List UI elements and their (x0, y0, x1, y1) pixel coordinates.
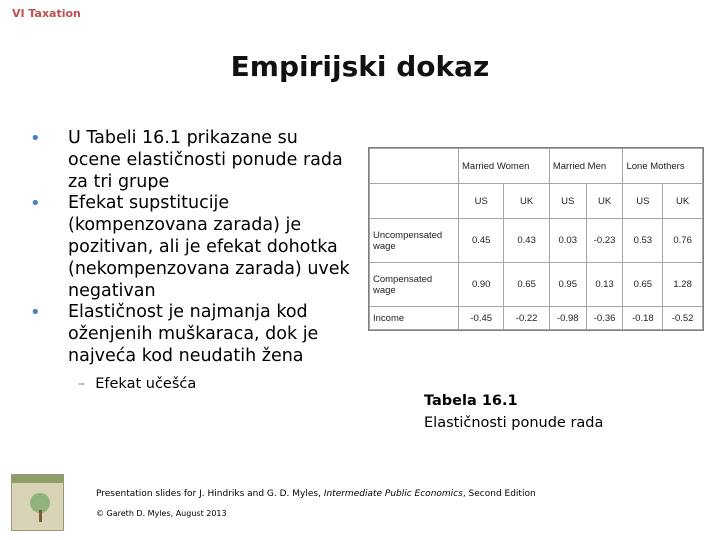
row-label: Income (370, 307, 459, 330)
slide-title: Empirijski dokaz (230, 50, 490, 83)
table-cell: -0.98 (549, 307, 586, 330)
bullet-dot-icon: • (30, 193, 41, 215)
table-caption (424, 390, 603, 434)
table-corner-cell (370, 184, 459, 219)
table-subheader-row (370, 184, 703, 219)
group-header: Lone Mothers (623, 149, 703, 184)
country-header: US (549, 184, 586, 219)
table-cell: 0.65 (504, 263, 549, 307)
caption-subtitle: Elastičnosti ponude rada (424, 415, 604, 431)
section-tag: VI Taxation (12, 7, 81, 20)
bullet-item (30, 193, 350, 302)
table-row (370, 219, 703, 263)
bullet-item (30, 128, 350, 193)
country-header: UK (586, 184, 623, 219)
elasticity-table-figure (368, 147, 704, 331)
book-cover-icon (11, 474, 64, 531)
table-cell: -0.36 (586, 307, 623, 330)
table-cell: 0.76 (663, 219, 703, 263)
caption-title: Tabela 16.1 (424, 393, 518, 409)
table-cell: 0.45 (459, 219, 504, 263)
cover-trunk (39, 510, 42, 522)
table-cell: -0.22 (504, 307, 549, 330)
table-row (370, 307, 703, 330)
row-label: Compensated wage (370, 263, 459, 307)
table-cell: 0.90 (459, 263, 504, 307)
country-header: UK (663, 184, 703, 219)
bullet-text: Elastičnost je najmanja kod oženjenih muškaraca, dok je najveća kod neudatih žena (68, 302, 319, 366)
group-header: Married Men (549, 149, 623, 184)
table-cell: 0.03 (549, 219, 586, 263)
table-cell: 0.65 (623, 263, 663, 307)
footer-book-title: Intermediate Public Economics (323, 489, 463, 499)
table-cell: 1.28 (663, 263, 703, 307)
sub-bullet-text: Efekat učešća (95, 375, 197, 392)
country-header: US (459, 184, 504, 219)
table-cell: 0.53 (623, 219, 663, 263)
table-cell: 0.13 (586, 263, 623, 307)
footer-suffix: , Second Edition (462, 489, 536, 499)
sub-bullet (78, 374, 350, 394)
bullet-dot-icon: • (30, 128, 41, 149)
table-header-row (370, 149, 703, 184)
footer-credit (96, 489, 536, 499)
cover-band (12, 475, 63, 483)
footer (96, 489, 536, 518)
table-cell: 0.43 (504, 219, 549, 263)
row-label: Uncompensated wage (370, 219, 459, 263)
footer-prefix: Presentation slides for J. Hindriks and G. D. Myles, (96, 489, 324, 499)
table-corner-cell (370, 149, 459, 184)
country-header: US (623, 184, 663, 219)
bullet-list (30, 128, 350, 368)
bullet-text: U Tabeli 16.1 prikazane su ocene elastičnosti ponude rada za tri grupe (68, 128, 343, 192)
bullet-item (30, 302, 350, 367)
table-cell: -0.18 (623, 307, 663, 330)
table-cell: -0.52 (663, 307, 703, 330)
bullet-dot-icon: • (30, 302, 41, 324)
table-cell: -0.23 (586, 219, 623, 263)
group-header: Married Women (459, 149, 550, 184)
table-cell: 0.95 (549, 263, 586, 307)
footer-copyright: © Gareth D. Myles, August 2013 (96, 509, 227, 518)
bullet-text: Efekat supstitucije (kompenzovana zarada) je pozitivan, ali je efekat dohotka (nekompenzovana zarada) uvek negativan (68, 193, 350, 301)
table-row (370, 263, 703, 307)
table-cell: -0.45 (459, 307, 504, 330)
country-header: UK (504, 184, 549, 219)
elasticity-table (369, 148, 703, 330)
dash-icon: – (78, 375, 86, 392)
content-area (30, 128, 350, 394)
